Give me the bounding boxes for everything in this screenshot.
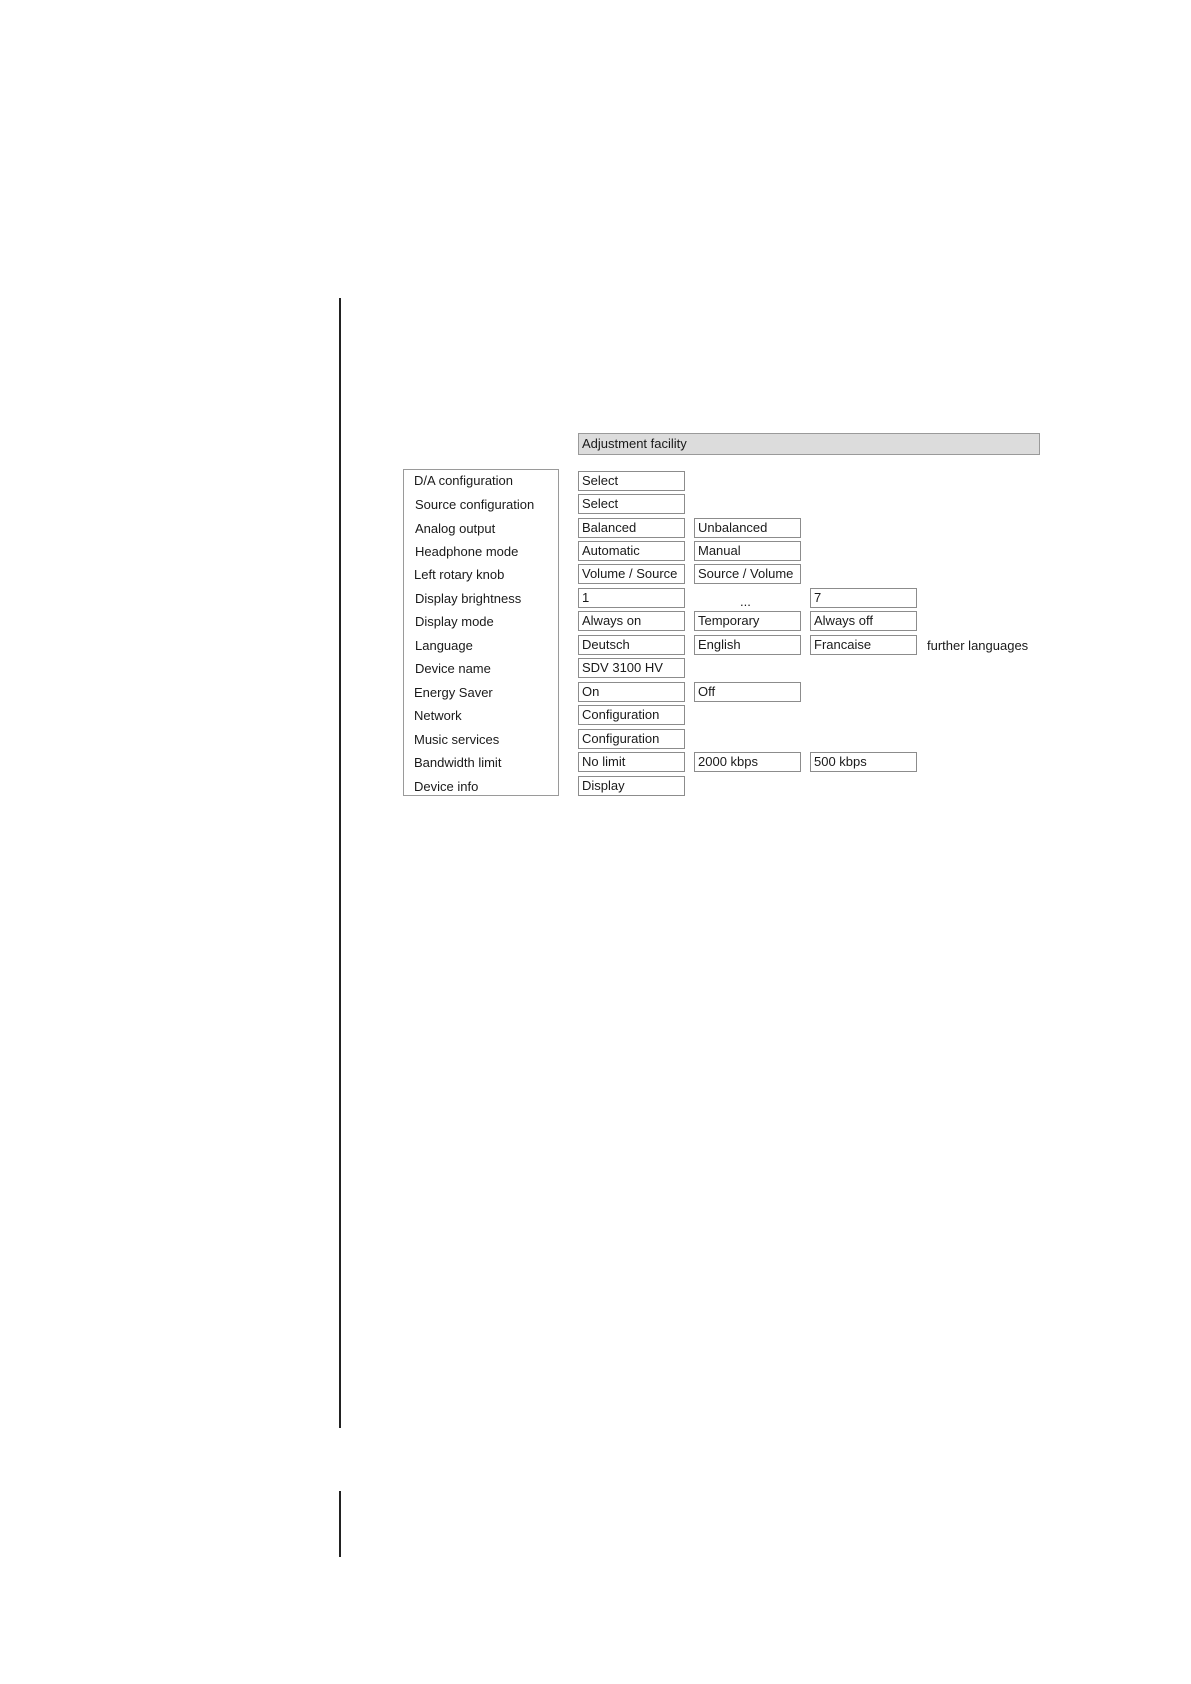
option-energy-saver-on[interactable]: On xyxy=(578,682,685,702)
option-display-mode-always-on[interactable]: Always on xyxy=(578,611,685,631)
margin-rule-footer xyxy=(339,1491,341,1557)
row-label-headphone-mode: Headphone mode xyxy=(415,544,519,559)
option-bandwidth-no-limit[interactable]: No limit xyxy=(578,752,685,772)
row-label-music-services: Music services xyxy=(414,732,500,747)
option-display-brightness-7[interactable]: 7 xyxy=(810,588,917,608)
margin-rule xyxy=(339,298,341,1428)
row-label-display-brightness: Display brightness xyxy=(415,591,522,606)
option-display-mode-always-off[interactable]: Always off xyxy=(810,611,917,631)
option-energy-saver-off[interactable]: Off xyxy=(694,682,801,702)
option-analog-output-balanced[interactable]: Balanced xyxy=(578,518,685,538)
option-headphone-mode-manual[interactable]: Manual xyxy=(694,541,801,561)
option-music-services-configuration[interactable]: Configuration xyxy=(578,729,685,749)
further-languages-note: further languages xyxy=(927,638,1029,653)
option-language-deutsch[interactable]: Deutsch xyxy=(578,635,685,655)
row-label-display-mode: Display mode xyxy=(415,614,494,629)
row-label-device-info: Device info xyxy=(414,779,479,794)
option-bandwidth-2000-kbps[interactable]: 2000 kbps xyxy=(694,752,801,772)
range-ellipsis: ... xyxy=(740,594,751,609)
option-left-rotary-knob-source-volume[interactable]: Source / Volume xyxy=(694,564,801,584)
row-label-bandwidth-limit: Bandwidth limit xyxy=(414,755,502,770)
adjustment-facility-header: Adjustment facility xyxy=(578,433,1040,455)
option-device-name-value[interactable]: SDV 3100 HV xyxy=(578,658,685,678)
option-headphone-mode-automatic[interactable]: Automatic xyxy=(578,541,685,561)
option-analog-output-unbalanced[interactable]: Unbalanced xyxy=(694,518,801,538)
row-label-network: Network xyxy=(414,708,462,723)
option-da-configuration-select[interactable]: Select xyxy=(578,471,685,491)
option-language-francaise[interactable]: Francaise xyxy=(810,635,917,655)
option-source-configuration-select[interactable]: Select xyxy=(578,494,685,514)
option-display-mode-temporary[interactable]: Temporary xyxy=(694,611,801,631)
row-label-da-configuration: D/A configuration xyxy=(414,473,514,488)
option-bandwidth-500-kbps[interactable]: 500 kbps xyxy=(810,752,917,772)
option-language-english[interactable]: English xyxy=(694,635,801,655)
row-label-left-rotary-knob: Left rotary knob xyxy=(414,567,505,582)
row-label-analog-output: Analog output xyxy=(415,521,496,536)
row-label-device-name: Device name xyxy=(415,661,491,676)
row-label-energy-saver: Energy Saver xyxy=(414,685,493,700)
option-network-configuration[interactable]: Configuration xyxy=(578,705,685,725)
option-left-rotary-knob-volume-source[interactable]: Volume / Source xyxy=(578,564,685,584)
option-display-brightness-1[interactable]: 1 xyxy=(578,588,685,608)
row-label-language: Language xyxy=(415,638,473,653)
row-label-source-configuration: Source configuration xyxy=(415,497,535,512)
option-device-info-display[interactable]: Display xyxy=(578,776,685,796)
